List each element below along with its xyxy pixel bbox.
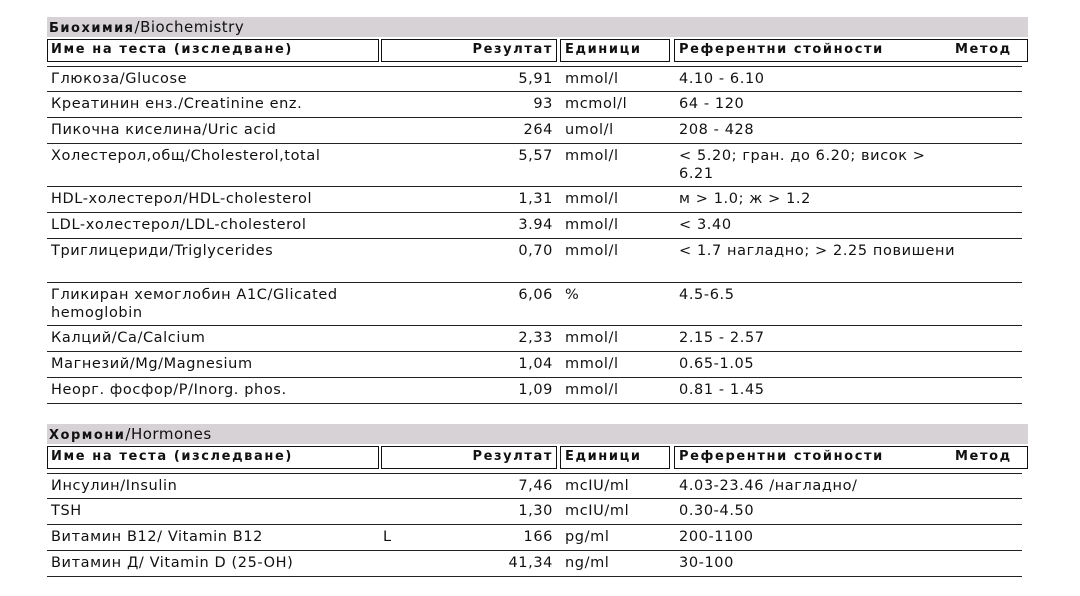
header-units: Единици: [560, 446, 670, 469]
test-name: Витамин В12/ Vitamin B12: [51, 529, 263, 545]
table-row: [47, 187, 1022, 213]
header-reference: [674, 446, 1028, 469]
reference-range: 0.81 - 1.45: [679, 382, 765, 398]
result-value: 2,33: [518, 330, 553, 346]
table-row: [47, 352, 1022, 378]
test-name: Креатинин енз./Creatinine enz.: [51, 96, 303, 112]
test-name: Пикочна киселина/Uric acid: [51, 122, 277, 138]
table-row: [47, 144, 1022, 187]
reference-range: 2.15 - 2.57: [679, 330, 765, 346]
reference-range: < 5.20; гран. до 6.20; висок > 6.21: [679, 148, 926, 182]
test-name: Триглицериди/Triglycerides: [51, 243, 274, 259]
result-units: pg/ml: [565, 529, 610, 545]
test-name: Витамин Д/ Vitamin D (25-OH): [51, 555, 294, 571]
reference-range: 4.03-23.46 /нагладно/: [679, 478, 858, 494]
result-units: mmol/l: [565, 330, 619, 346]
table-row: [47, 92, 1022, 118]
test-name: LDL-холестерол/LDL-cholesterol: [51, 217, 307, 233]
test-name: HDL-холестерол/HDL-cholesterol: [51, 191, 313, 207]
result-value: 264: [523, 122, 553, 138]
header-result: Резултат: [381, 446, 557, 469]
table-row: [47, 326, 1022, 352]
test-name: Магнезий/Mg/Magnesium: [51, 356, 253, 372]
section-title-bold: Хормони: [49, 428, 126, 443]
header-reference-label: Референтни стойности: [679, 449, 884, 464]
result-value: 166: [523, 529, 553, 545]
result-value: 0,70: [518, 243, 553, 259]
table-row: [47, 499, 1022, 525]
reference-range: < 3.40: [679, 217, 732, 233]
test-name: Холестерол,общ/Cholesterol,total: [51, 148, 321, 164]
reference-range: 200-1100: [679, 529, 754, 545]
result-value: 3.94: [518, 217, 553, 233]
table-row: [47, 118, 1022, 144]
table-row: [47, 473, 1022, 499]
reference-range: 0.30-4.50: [679, 503, 755, 519]
result-value: 1,04: [518, 356, 553, 372]
result-value: 1,31: [518, 191, 553, 207]
reference-range: 64 - 120: [679, 96, 745, 112]
table-row: [47, 66, 1022, 92]
table-row: [47, 551, 1022, 577]
test-name: Глюкоза/Glucose: [51, 71, 188, 87]
result-units: mmol/l: [565, 243, 619, 259]
result-units: umol/l: [565, 122, 614, 138]
header-units: Единици: [560, 39, 670, 62]
test-name: TSH: [51, 503, 82, 519]
section-title-rest: /Hormones: [125, 425, 212, 443]
test-name: Неорг. фосфор/P/Inorg. phos.: [51, 382, 287, 398]
result-value: 5,57: [518, 148, 553, 164]
header-reference-label: Референтни стойности: [679, 42, 884, 57]
header-test-name: Име на теста (изследване): [47, 446, 379, 469]
result-units: mmol/l: [565, 382, 619, 398]
reference-range: < 1.7 нагладно; > 2.25 повишени: [679, 243, 956, 259]
reference-range: 4.10 - 6.10: [679, 71, 765, 87]
result-value: 1,09: [518, 382, 553, 398]
table-row: [47, 283, 1022, 326]
result-units: mcIU/ml: [565, 478, 630, 494]
reference-range: м > 1.0; ж > 1.2: [679, 191, 811, 207]
section-title-biochemistry: [47, 17, 1028, 37]
section-title-rest: /Biochemistry: [134, 18, 245, 36]
result-units: mcmol/l: [565, 96, 628, 112]
result-units: mmol/l: [565, 191, 619, 207]
result-value: 6,06: [518, 287, 553, 303]
section-title-bold: Биохимия: [49, 21, 135, 36]
result-value: 5,91: [518, 71, 553, 87]
header-test-name: Име на теста (изследване): [47, 39, 379, 62]
header-result: Резултат: [381, 39, 557, 62]
header-method: Метод: [955, 42, 1012, 57]
table-row: [47, 525, 1022, 551]
reference-range: 4.5-6.5: [679, 287, 735, 303]
header-reference: [674, 39, 1028, 62]
result-units: mmol/l: [565, 217, 619, 233]
result-units: %: [565, 287, 580, 303]
result-units: mcIU/ml: [565, 503, 630, 519]
reference-range: 208 - 428: [679, 122, 755, 138]
test-name: Инсулин/Insulin: [51, 478, 178, 494]
table-row: [47, 239, 1022, 283]
result-units: mmol/l: [565, 356, 619, 372]
reference-range: 0.65-1.05: [679, 356, 755, 372]
table-row: [47, 378, 1022, 404]
section-title-hormones: [47, 424, 1028, 444]
result-flag: L: [383, 529, 392, 545]
header-method: Метод: [955, 449, 1012, 464]
result-units: mmol/l: [565, 71, 619, 87]
result-value: 1,30: [518, 503, 553, 519]
table-row: [47, 213, 1022, 239]
result-units: mmol/l: [565, 148, 619, 164]
result-value: 7,46: [518, 478, 553, 494]
result-value: 93: [533, 96, 553, 112]
result-value: 41,34: [508, 555, 553, 571]
test-name: Калций/Ca/Calcium: [51, 330, 206, 346]
reference-range: 30-100: [679, 555, 734, 571]
result-units: ng/ml: [565, 555, 610, 571]
test-name: Гликиран хемоглобин A1C/Glicated hemoglobin: [51, 287, 338, 321]
